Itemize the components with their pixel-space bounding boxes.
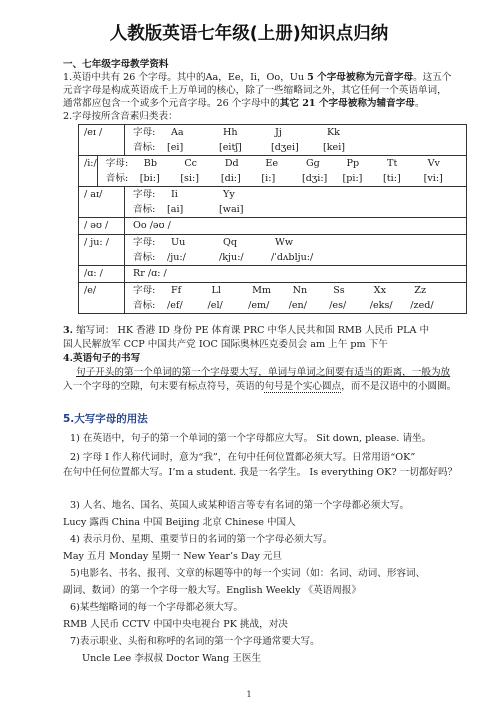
rule-6-line2: RMB 人民币 CCTV 中国中央电视台 PK 挑战，对决 (63, 619, 288, 630)
inline-entry: Oo /əʊ / (133, 220, 171, 232)
section3-line2: 国人民解放军 CCP 中国共产党 IOC 国际奥林匹克委员会 am 上午 pm 下午 (63, 339, 388, 350)
letters-cell (125, 283, 466, 313)
phonetic-cell: [ti:] (383, 172, 401, 184)
letter-cell: Gg (305, 158, 320, 170)
phonetic-line (133, 141, 466, 156)
sound-cell: /ɑ: / (79, 266, 125, 282)
text-run: 。这五个 (413, 72, 452, 83)
phonetic-cell: [si:] (180, 172, 200, 184)
letter-line (133, 284, 466, 299)
rule-2-line1: 2) 字母 I 作人称代词时，意为“我”，在句中任何位置都必须大写。日常用语“OK” (70, 452, 416, 463)
row-label: 字母: (133, 237, 156, 249)
letter-cell: Ss (333, 285, 345, 297)
letter-cell: Cc (184, 158, 198, 170)
letter-cell: Zz (414, 285, 427, 297)
row-label: 音标: (133, 251, 156, 263)
letters-cell (125, 125, 466, 155)
text-run: 入一个字母的空隙，句末要有标点符号，英语的 (63, 381, 265, 392)
letter-cell: Jj (275, 127, 282, 139)
section1-para1-line1 (63, 72, 451, 84)
phonetic-line (133, 251, 466, 266)
phonetic-row (79, 283, 466, 313)
text-run: 缩写词： HK 香港 ID 身份 PE 体育课 PRC 中华人民共和国 RMB 人民币 PLA 中 (76, 325, 430, 336)
sound-cell: / ju: / (79, 235, 125, 265)
section4-line2 (63, 381, 456, 393)
phonetic-cell: /eks/ (369, 299, 393, 311)
phonetic-cell: /kju:/ (219, 251, 244, 263)
rule-5-line1: 5)电影名、书名、报刊、文章的标题等中的每一个实词（如：名词、动词、形容词、 (70, 568, 426, 579)
section1-heading: 一、七年级字母教学资料 (63, 59, 169, 70)
letter-cell: Pp (346, 158, 360, 170)
letter-cell: Ff (171, 285, 182, 297)
letter-line (133, 236, 466, 251)
phonetic-row (79, 218, 466, 235)
phonetic-cell: [ei] (167, 141, 184, 153)
phonetic-cell: /el/ (207, 299, 223, 311)
section5-heading: 5.大写字母的用法 (63, 413, 148, 425)
section3-number: 3. (63, 325, 74, 336)
page-title: 人教版英语七年级(上册)知识点归纳 (109, 24, 389, 44)
letter-cell: Aa (171, 127, 184, 139)
phonetic-table (78, 124, 467, 314)
sound-cell: / əʊ / (79, 218, 125, 234)
phonetic-line (106, 172, 468, 187)
phonetic-cell: /zed/ (410, 299, 434, 311)
section3-line1 (63, 325, 429, 337)
sound-cell: / aɪ/ (79, 187, 125, 217)
row-label: 音标: (133, 141, 156, 153)
phonetic-line (133, 203, 466, 218)
letters-cell (125, 218, 466, 234)
letters-cell (125, 235, 466, 265)
phonetic-cell: [dʒi:] (301, 172, 328, 184)
phonetic-cell: [vi:] (423, 172, 443, 184)
letter-line (133, 126, 466, 141)
row-label: 音标: (133, 203, 156, 215)
row-label: 音标: (133, 299, 156, 311)
rule-4-line1: 4) 表示月份、星期、重要节日的名词的第一个字母必须大写。 (70, 534, 333, 545)
rule-7-line1: 7)表示职业、头衔和称呼的名词的第一个字母通常要大写。 (70, 636, 320, 647)
row-label: 音标: (105, 172, 129, 184)
letter-cell: Ll (211, 285, 221, 297)
phonetic-cell: /ef/ (167, 299, 183, 311)
consonant-emphasis: 其它 21 个字母被称为辅音字母 (279, 98, 415, 109)
phonetic-cell: /en/ (288, 299, 307, 311)
emphasis-run: 句号是个实心圆点 (264, 381, 342, 392)
text-run: 1.英语中共有 26 个字母。其中的Aa，Ee，Ii，Oo，Uu (63, 72, 308, 83)
text-run: 通常都应包含一个或多个元音字母。26 个字母中的 (63, 98, 280, 109)
letter-cell: Yy (223, 189, 235, 201)
letter-cell: Nn (292, 285, 308, 297)
phonetic-cell: /es/ (329, 299, 347, 311)
page-number: 1 (246, 690, 252, 699)
letter-cell: Vv (427, 158, 440, 170)
phonetic-cell: [wai] (219, 203, 244, 215)
letter-cell: Ee (265, 158, 279, 170)
phonetic-cell: [kei] (323, 141, 346, 153)
sound-cell: /e/ (79, 283, 125, 313)
row-label: 字母: (133, 127, 156, 139)
phonetic-cell: /em/ (248, 299, 270, 311)
letter-cell: Hh (223, 127, 238, 139)
phonetic-line (133, 299, 466, 314)
rule-3-line1: 3) 人名、地名、国名、英国人或某种语言等专有名词的第一个字母都必须大写。 (70, 500, 410, 511)
rule-5-line2: 副词、数词）的第一个字母一般大写。English Weekly 《英语周报》 (63, 585, 362, 596)
rule-1: 1) 在英语中，句子的第一个单词的第一个字母都应大写。 Sit down, please. 请坐。 (70, 433, 432, 444)
phonetic-row (79, 235, 466, 266)
letter-cell: Qq (223, 237, 238, 249)
letter-cell: Ii (171, 189, 178, 201)
inline-entry: Rr /ɑ: / (133, 268, 167, 280)
phonetic-cell: /ju:/ (167, 251, 186, 263)
letter-cell: Uu (171, 237, 186, 249)
section1-para1-line2: 元音字母是构成英语成千上万单词的核心，除了一些缩略词之外，其它任何一个英语单词， (63, 85, 447, 96)
phonetic-cell: [ai] (167, 203, 184, 215)
letter-cell: Bb (143, 158, 157, 170)
phonetic-cell: [dʒei] (271, 141, 299, 153)
phonetic-row (79, 125, 466, 156)
phonetic-cell: [pi:] (342, 172, 363, 184)
rule-3-line2: Lucy 露西 China 中国 Beijing 北京 Chinese 中国人 (63, 517, 296, 528)
phonetic-cell: /ˈdʌblju:/ (271, 251, 314, 263)
section4-line1: 句子开头的第一个单词的第一个字母要大写，单词与单词之间要有适当的距离，一般为放 (76, 367, 451, 378)
rule-7-line2: Uncle Lee 李叔叔 Doctor Wang 王医生 (82, 653, 262, 664)
letter-cell: Mm (252, 285, 272, 297)
section1-para1-line3 (63, 98, 424, 110)
row-label: 字母: (133, 189, 156, 201)
letter-line (106, 157, 468, 172)
row-label: 字母: (133, 285, 156, 297)
phonetic-row (79, 156, 466, 187)
sound-cell: /eɪ / (79, 125, 125, 155)
rule-2-line2: 在句中任何位置都大写。I’m a student. 我是一名学生。 Is everything OK? 一切都好吗？ (63, 467, 458, 478)
rule-6-line1: 6)某些缩略词的每一个字母都必须大写。 (70, 602, 243, 613)
phonetic-cell: [eitʃ] (219, 141, 242, 153)
letters-cell (125, 187, 466, 217)
phonetic-cell: [di:] (220, 172, 241, 184)
row-label: 字母: (105, 158, 129, 170)
letter-cell: Dd (224, 158, 239, 170)
rule-4-line2: May 五月 Monday 星期一 New Year’s Day 元旦 (63, 551, 283, 562)
phonetic-row (79, 187, 466, 218)
letter-cell: Xx (373, 285, 386, 297)
letters-cell (125, 266, 466, 282)
phonetic-cell: [i:] (261, 172, 276, 184)
letter-cell: Ww (275, 237, 294, 249)
text-run: 。 (414, 98, 425, 109)
letter-line (133, 188, 466, 203)
letter-cell: Kk (327, 127, 340, 139)
letter-cell: Tt (387, 158, 398, 170)
phonetic-cell: [bi:] (139, 172, 160, 184)
vowel-emphasis: 5 个字母被称为元音字母 (307, 72, 414, 83)
sound-cell: /i:/ (79, 156, 98, 186)
text-run: ，而不是汉语中的小圆圈。 (341, 381, 457, 392)
letters-cell (98, 156, 468, 186)
phonetic-row (79, 266, 466, 283)
section1-para2: 2.字母按所含音素归类表： (63, 111, 178, 122)
section4-heading: 4.英语句子的书写 (63, 353, 141, 364)
